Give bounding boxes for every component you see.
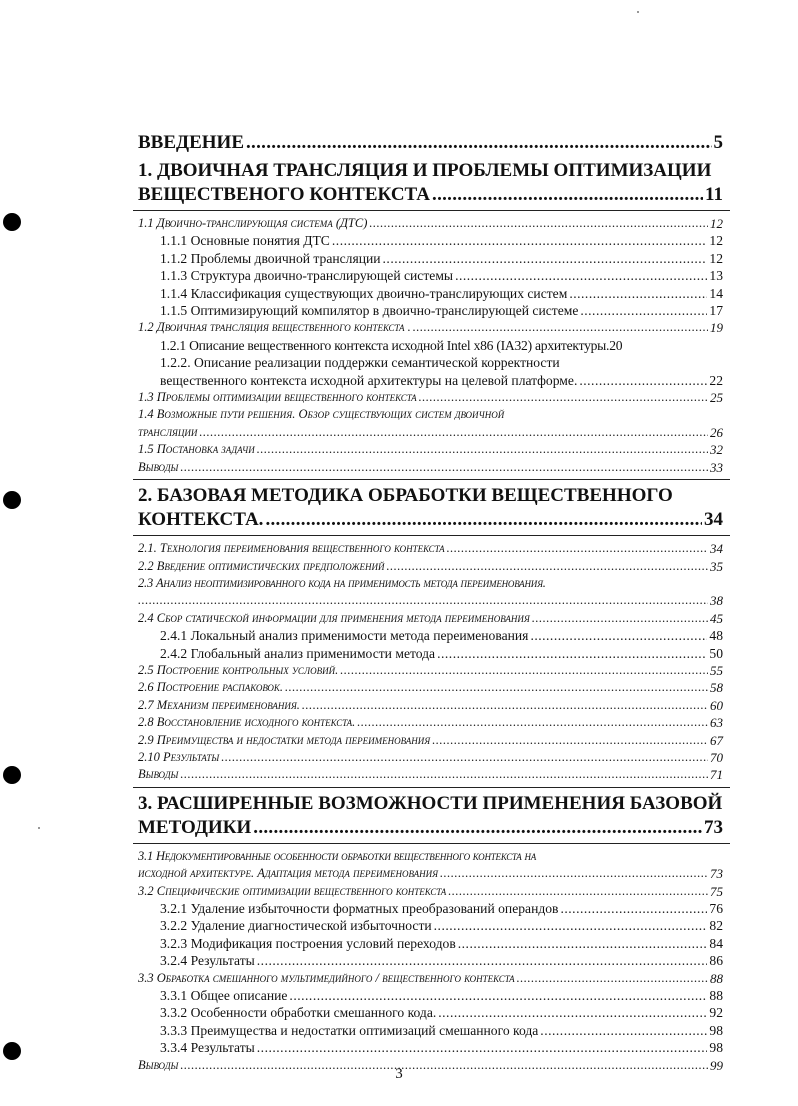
leader-dots <box>437 645 707 662</box>
toc-subsection[interactable] <box>138 354 723 389</box>
toc-section[interactable] <box>138 610 723 627</box>
leader-dots <box>440 865 708 882</box>
toc-page: 75 <box>710 883 723 899</box>
toc-label: 3.2.4 Результаты <box>160 953 255 969</box>
chapter-title-line: МЕТОДИКИ <box>138 816 252 838</box>
leader-dots <box>257 1039 708 1056</box>
toc-section[interactable] <box>138 406 723 441</box>
toc-label: 1.1.1 Основные понятия ДТС <box>160 233 330 249</box>
toc-page: 22 <box>709 372 723 388</box>
leader-dots <box>332 232 708 249</box>
toc-page: 67 <box>710 732 723 748</box>
toc-section[interactable] <box>138 389 723 406</box>
toc-conclusions[interactable] <box>138 766 723 783</box>
toc-label: 2.3 Анализ неоптимизированного кода на применимость метода переименования. <box>138 575 546 590</box>
toc-subsection[interactable] <box>138 1039 723 1056</box>
toc-page: 12 <box>710 216 723 231</box>
toc-label: 3.2.2 Удаление диагностической избыточности <box>160 918 432 934</box>
toc-label: 3.3.4 Результаты <box>160 1040 255 1056</box>
toc-chapter-1[interactable] <box>138 159 723 207</box>
leader-dots <box>257 952 708 969</box>
leader-dots <box>419 389 708 406</box>
leader-dots <box>357 714 708 731</box>
toc-section[interactable] <box>138 662 723 679</box>
toc-label: 2.5 Построение контрольных условий. <box>138 662 339 677</box>
table-of-contents <box>138 128 723 1074</box>
toc-page: 82 <box>709 918 723 934</box>
toc-subsection[interactable] <box>138 987 723 1004</box>
toc-section[interactable] <box>138 540 723 557</box>
leader-dots <box>302 697 708 714</box>
toc-section[interactable] <box>138 679 723 696</box>
toc-label: 2.10 Результаты <box>138 749 220 764</box>
divider <box>133 210 730 211</box>
chapter-title-line: ВЕЩЕСТВЕНОГО КОНТЕКСТА <box>138 184 431 205</box>
toc-subsection[interactable] <box>138 285 723 302</box>
toc-label: 1.1.5 Оптимизирующий компилятор в двоично-транслирующей системе <box>160 303 579 319</box>
toc-label: 2.7 Механизм переименования. <box>138 697 300 712</box>
leader-dots <box>265 508 702 532</box>
toc-chapter-2[interactable] <box>138 484 723 532</box>
binder-hole <box>3 213 21 231</box>
leader-dots <box>530 627 707 644</box>
toc-page: 26 <box>710 424 723 440</box>
toc-label: исходной архитектуре. Адаптация метода переименования <box>138 866 439 881</box>
toc-label: Выводы <box>138 1057 179 1072</box>
toc-label: 1.5 Постановка задачи <box>138 442 255 457</box>
leader-dots <box>432 183 703 207</box>
scan-speck <box>38 827 40 829</box>
toc-page: 98 <box>709 1040 723 1056</box>
leader-dots <box>532 610 708 627</box>
toc-page: 98 <box>709 1022 723 1038</box>
leader-dots <box>369 215 708 232</box>
binder-hole <box>3 766 21 784</box>
scan-speck <box>637 11 639 13</box>
leader-dots <box>253 816 702 840</box>
toc-subsection[interactable] <box>138 935 723 952</box>
toc-subsection[interactable] <box>138 267 723 284</box>
toc-page: 34 <box>710 541 723 557</box>
toc-page: 71 <box>710 767 723 783</box>
leader-dots <box>289 987 707 1004</box>
toc-subsection[interactable] <box>138 645 723 662</box>
toc-label: 1.1.4 Классификация существующих двоично-транслирующих систем <box>160 285 568 301</box>
divider <box>133 535 730 536</box>
toc-page: 34 <box>704 509 723 531</box>
toc-subsection[interactable] <box>138 250 723 267</box>
toc-section[interactable] <box>138 697 723 714</box>
toc-section[interactable] <box>138 883 723 900</box>
leader-dots <box>432 732 708 749</box>
toc-section[interactable] <box>138 732 723 749</box>
leader-dots <box>285 679 708 696</box>
toc-page: 55 <box>710 662 723 678</box>
page-number: 3 <box>395 1066 403 1082</box>
toc-subsection[interactable] <box>138 1022 723 1039</box>
toc-page: 58 <box>710 680 723 696</box>
toc-label: 3.3 Обработка смешанного мультимедийного / вещественного контекста <box>138 970 515 985</box>
toc-label: 2.1. Технология переименования вещественного контекста <box>138 541 445 556</box>
toc-label: 2.4.2 Глобальный анализ применимости метода <box>160 645 436 661</box>
toc-label: вещественного контекста исходной архитектуры на целевой платформе. <box>160 372 578 388</box>
leader-dots <box>569 285 707 302</box>
leader-dots <box>413 319 708 336</box>
toc-section[interactable] <box>138 575 723 610</box>
toc-page: 84 <box>709 935 723 951</box>
toc-page: 76 <box>709 901 723 916</box>
leader-dots <box>579 372 707 389</box>
toc-page: 73 <box>704 816 723 838</box>
toc-label: Выводы <box>138 459 179 474</box>
toc-label: 2.4.1 Локальный анализ применимости метода переименования <box>160 628 529 644</box>
toc-label: 1.1 Двоично-транслирующая система (ДТС) <box>138 216 368 230</box>
toc-label: 3.2 Специфические оптимизации вещественного контекста <box>138 883 447 898</box>
toc-page: 35 <box>710 558 723 574</box>
chapter-title-line: 3. РАСШИРЕННЫЕ ВОЗМОЖНОСТИ ПРИМЕНЕНИЯ БАЗОВОЙ <box>138 792 723 814</box>
toc-page: 92 <box>709 1005 723 1021</box>
toc-label: 3.1 Недокументированные особенности обработки вещественного контекста на <box>138 848 537 863</box>
toc-page: 73 <box>710 866 723 882</box>
leader-dots <box>517 970 708 987</box>
toc-page: 11 <box>705 184 723 205</box>
leader-dots <box>580 302 707 319</box>
toc-subsection[interactable] <box>138 627 723 644</box>
divider <box>133 787 730 788</box>
leader-dots <box>458 935 708 952</box>
toc-label: 2.2 Введение оптимистических предположений <box>138 558 385 573</box>
toc-label: трансляции <box>138 424 198 439</box>
divider <box>133 843 730 844</box>
toc-label: 3.3.1 Общее описание <box>160 988 288 1004</box>
toc-page: 45 <box>710 610 723 626</box>
toc-label: 2.6 Построение распаковок. <box>138 680 283 695</box>
toc-page: 63 <box>710 715 723 731</box>
toc-page: 70 <box>710 749 723 765</box>
divider <box>133 479 730 480</box>
toc-label: 1.2 Двоичная трансляция вещественного контекста . <box>138 320 411 335</box>
toc-section[interactable] <box>138 749 723 766</box>
toc-label: 3.2.1 Удаление избыточности форматных преобразований операндов <box>160 901 559 916</box>
chapter-title-line: 2. БАЗОВАЯ МЕТОДИКА ОБРАБОТКИ ВЕЩЕСТВЕННОГО <box>138 485 673 507</box>
toc-page: 12 <box>709 233 723 249</box>
toc-label: 2.8 Восстановление исходного контекста. <box>138 715 356 730</box>
toc-section[interactable] <box>138 970 723 987</box>
leader-dots <box>438 1004 707 1021</box>
toc-conclusions[interactable] <box>138 459 723 476</box>
toc-subsection[interactable] <box>138 337 723 354</box>
toc-page: 19 <box>710 320 723 336</box>
toc-label: Выводы <box>138 767 179 782</box>
chapter-title-line: КОНТЕКСТА. <box>138 509 264 531</box>
toc-entry-intro[interactable] <box>138 131 723 155</box>
leader-dots <box>455 267 707 284</box>
toc-section[interactable] <box>138 848 723 883</box>
toc-page: 88 <box>709 988 723 1004</box>
toc-section[interactable] <box>138 714 723 731</box>
toc-page: 99 <box>710 1057 723 1073</box>
toc-page: 33 <box>710 459 723 475</box>
toc-subsection[interactable] <box>138 952 723 969</box>
toc-page: 86 <box>709 953 723 969</box>
toc-label: 2.9 Преимущества и недостатки метода переименования <box>138 732 431 747</box>
toc-subsection[interactable] <box>138 1004 723 1021</box>
toc-label: 1.2.2. Описание реализации поддержки семантической корректности <box>160 355 560 371</box>
toc-section[interactable] <box>138 558 723 575</box>
toc-page: 50 <box>709 645 723 661</box>
toc-page: 32 <box>710 442 723 458</box>
toc-page: 38 <box>710 593 723 609</box>
toc-label: 2.4 Сбор статической информации для применения метода переименования <box>138 610 530 625</box>
leader-dots <box>540 1022 707 1039</box>
toc-label: 3.3.2 Особенности обработки смешанного кода. <box>160 1005 437 1021</box>
leader-dots <box>560 900 707 917</box>
toc-label: 1.2.1 Описание вещественного контекста исходной Intel x86 (IA32) архитектуры. <box>160 337 610 353</box>
leader-dots <box>180 459 708 476</box>
leader-dots <box>221 749 708 766</box>
toc-chapter-3[interactable] <box>138 792 723 840</box>
binder-hole <box>3 491 21 509</box>
toc-label: 1.4 Возможные пути решения. Обзор существующих систем двоичной <box>138 407 505 422</box>
leader-dots <box>138 592 708 609</box>
toc-page: 12 <box>709 250 723 266</box>
leader-dots <box>257 441 708 458</box>
toc-page: 48 <box>709 628 723 644</box>
toc-subsection[interactable] <box>138 232 723 249</box>
binder-hole <box>3 1042 21 1060</box>
toc-page: 88 <box>710 970 723 986</box>
toc-page: 13 <box>709 268 723 284</box>
toc-page: 14 <box>709 285 723 301</box>
toc-section[interactable] <box>138 319 723 336</box>
toc-section[interactable] <box>138 215 723 232</box>
leader-dots <box>246 131 712 155</box>
toc-label: 1.1.2 Проблемы двоичной трансляции <box>160 250 381 266</box>
leader-dots <box>434 917 708 934</box>
toc-label: 3.3.3 Преимущества и недостатки оптимизаций смешанного кода <box>160 1022 539 1038</box>
toc-label: 1.3 Проблемы оптимизации вещественного контекста <box>138 390 417 405</box>
toc-subsection[interactable] <box>138 302 723 319</box>
leader-dots <box>199 424 708 441</box>
toc-subsection[interactable] <box>138 917 723 934</box>
toc-page: 25 <box>710 390 723 406</box>
leader-dots <box>180 766 708 783</box>
toc-page: 5 <box>713 132 723 153</box>
toc-label: 1.1.3 Структура двоично-транслирующей системы <box>160 268 454 284</box>
leader-dots <box>448 883 708 900</box>
toc-page: 20 <box>609 337 623 353</box>
toc-label: 3.2.3 Модификация построения условий переходов <box>160 935 456 951</box>
toc-label: ВВЕДЕНИЕ <box>138 132 244 153</box>
toc-section[interactable] <box>138 441 723 458</box>
toc-subsection[interactable] <box>138 900 723 917</box>
leader-dots <box>383 250 708 267</box>
leader-dots <box>387 558 708 575</box>
toc-page: 60 <box>710 697 723 713</box>
toc-page: 17 <box>709 303 723 319</box>
chapter-title-line: 1. ДВОИЧНАЯ ТРАНСЛЯЦИЯ И ПРОБЛЕМЫ ОПТИМИЗАЦИИ <box>138 160 712 181</box>
leader-dots <box>447 540 708 557</box>
leader-dots <box>340 662 708 679</box>
